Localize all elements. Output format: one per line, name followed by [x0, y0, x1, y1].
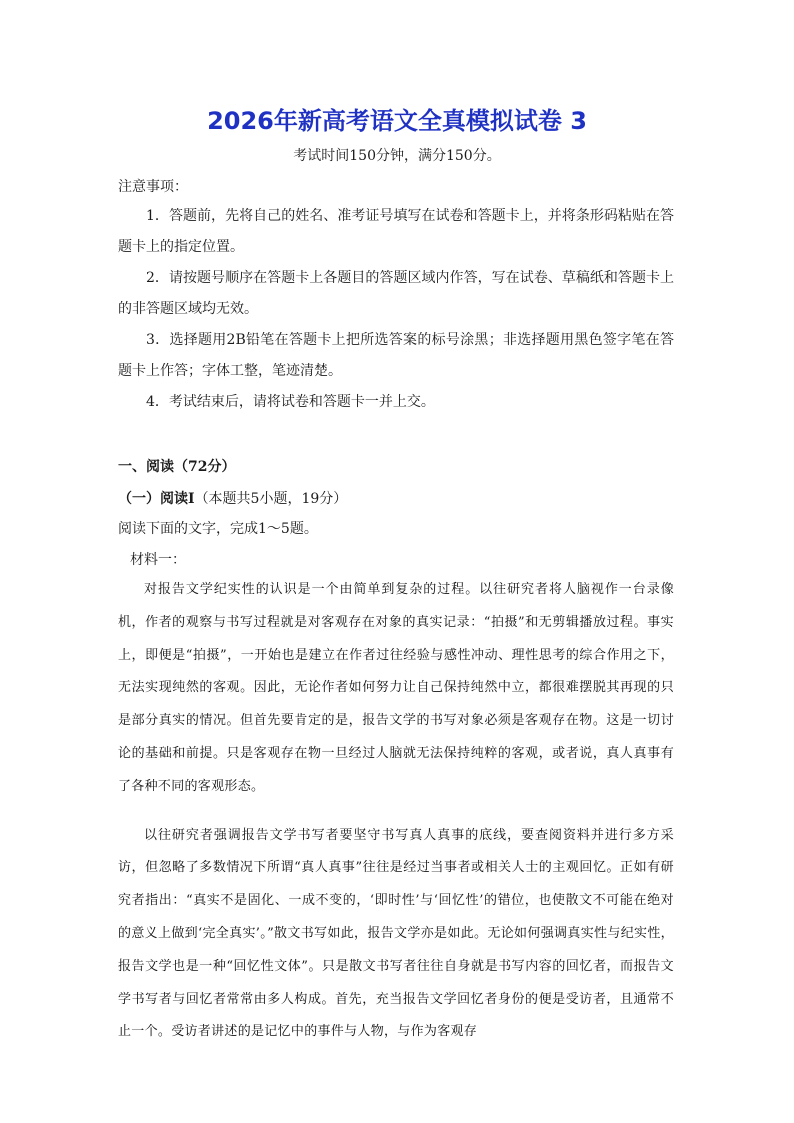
material-label: 材料一：	[130, 552, 186, 568]
subsection-heading-main: （一）阅读Ⅰ	[118, 491, 195, 507]
notice-heading: 注意事项：	[118, 179, 188, 195]
passage-paragraph: 以往研究者强调报告文学书写者要坚守书写真人真事的底线，要查阅资料并进行多方采访，但忽略了多数情况下所谓“真人真事”往往是经过当事者或相关人士的主观回忆。正如有研究者指出：“真实不是固化、一成不变的，‘即时性’与‘回忆性’的错位，也使散文不可能在绝对的意义上做到‘完全真实’。”散文书写如此，报告文学亦是如此。无论如何强调真实性与纪实性，报告文学也是一种“回忆性文体”。只是散文书写者往往自身就是书写内容的回忆者，而报告文学书写者与回忆者常常由多人构成。首先，充当报告文学回忆者身份的便是受访者，且通常不止一个。受访者讲述的是记忆中的事件与人物，与作为客观存	[118, 827, 674, 1040]
subsection-heading	[118, 484, 674, 515]
section-heading: 一、阅读（72分）	[118, 459, 236, 475]
reading-passage	[118, 574, 674, 1049]
reading-instruction: 阅读下面的文字，完成1～5题。	[118, 521, 318, 537]
subsection-heading-detail: （本题共5小题，19分）	[194, 491, 348, 507]
notice-item: 4．考试结束后，请将试卷和答题卡一并上交。	[146, 394, 435, 410]
notice-list	[118, 201, 674, 418]
notice-item: 3．选择题用2B铅笔在答题卡上把所选答案的标号涂黑；非选择题用黑色签字笔在答题卡上作答；字体工整，笔迹清楚。	[118, 332, 674, 379]
passage-paragraph: 对报告文学纪实性的认识是一个由简单到复杂的过程。以往研究者将人脑视作一台录像机，作者的观察与书写过程就是对客观存在对象的真实记录：“拍摄”和无剪辑播放过程。事实上，即便是“拍摄”，一开始也是建立在作者过往经验与感性冲动、理性思考的综合作用之下，无法实现纯然的客观。因此，无论作者如何努力让自己保持纯然中立，都很难摆脱其再现的只是部分真实的情况。但首先要肯定的是，报告文学的书写对象必须是客观存在物。这是一切讨论的基础和前提。只是客观存在物一旦经过人脑就无法保持纯粹的客观，或者说，真人真事有了各种不同的客观形态。	[118, 582, 674, 794]
exam-title: 2026年新高考语文全真模拟试卷 3	[207, 107, 587, 135]
exam-time-note: 考试时间150分钟，满分150分。	[293, 148, 501, 164]
notice-item: 2．请按题号顺序在答题卡上各题目的答题区域内作答，写在试卷、草稿纸和答题卡上的非答题区域均无效。	[118, 270, 674, 317]
notice-item: 1．答题前，先将自己的姓名、准考证号填写在试卷和答题卡上，并将条形码粘贴在答题卡上的指定位置。	[118, 208, 674, 255]
